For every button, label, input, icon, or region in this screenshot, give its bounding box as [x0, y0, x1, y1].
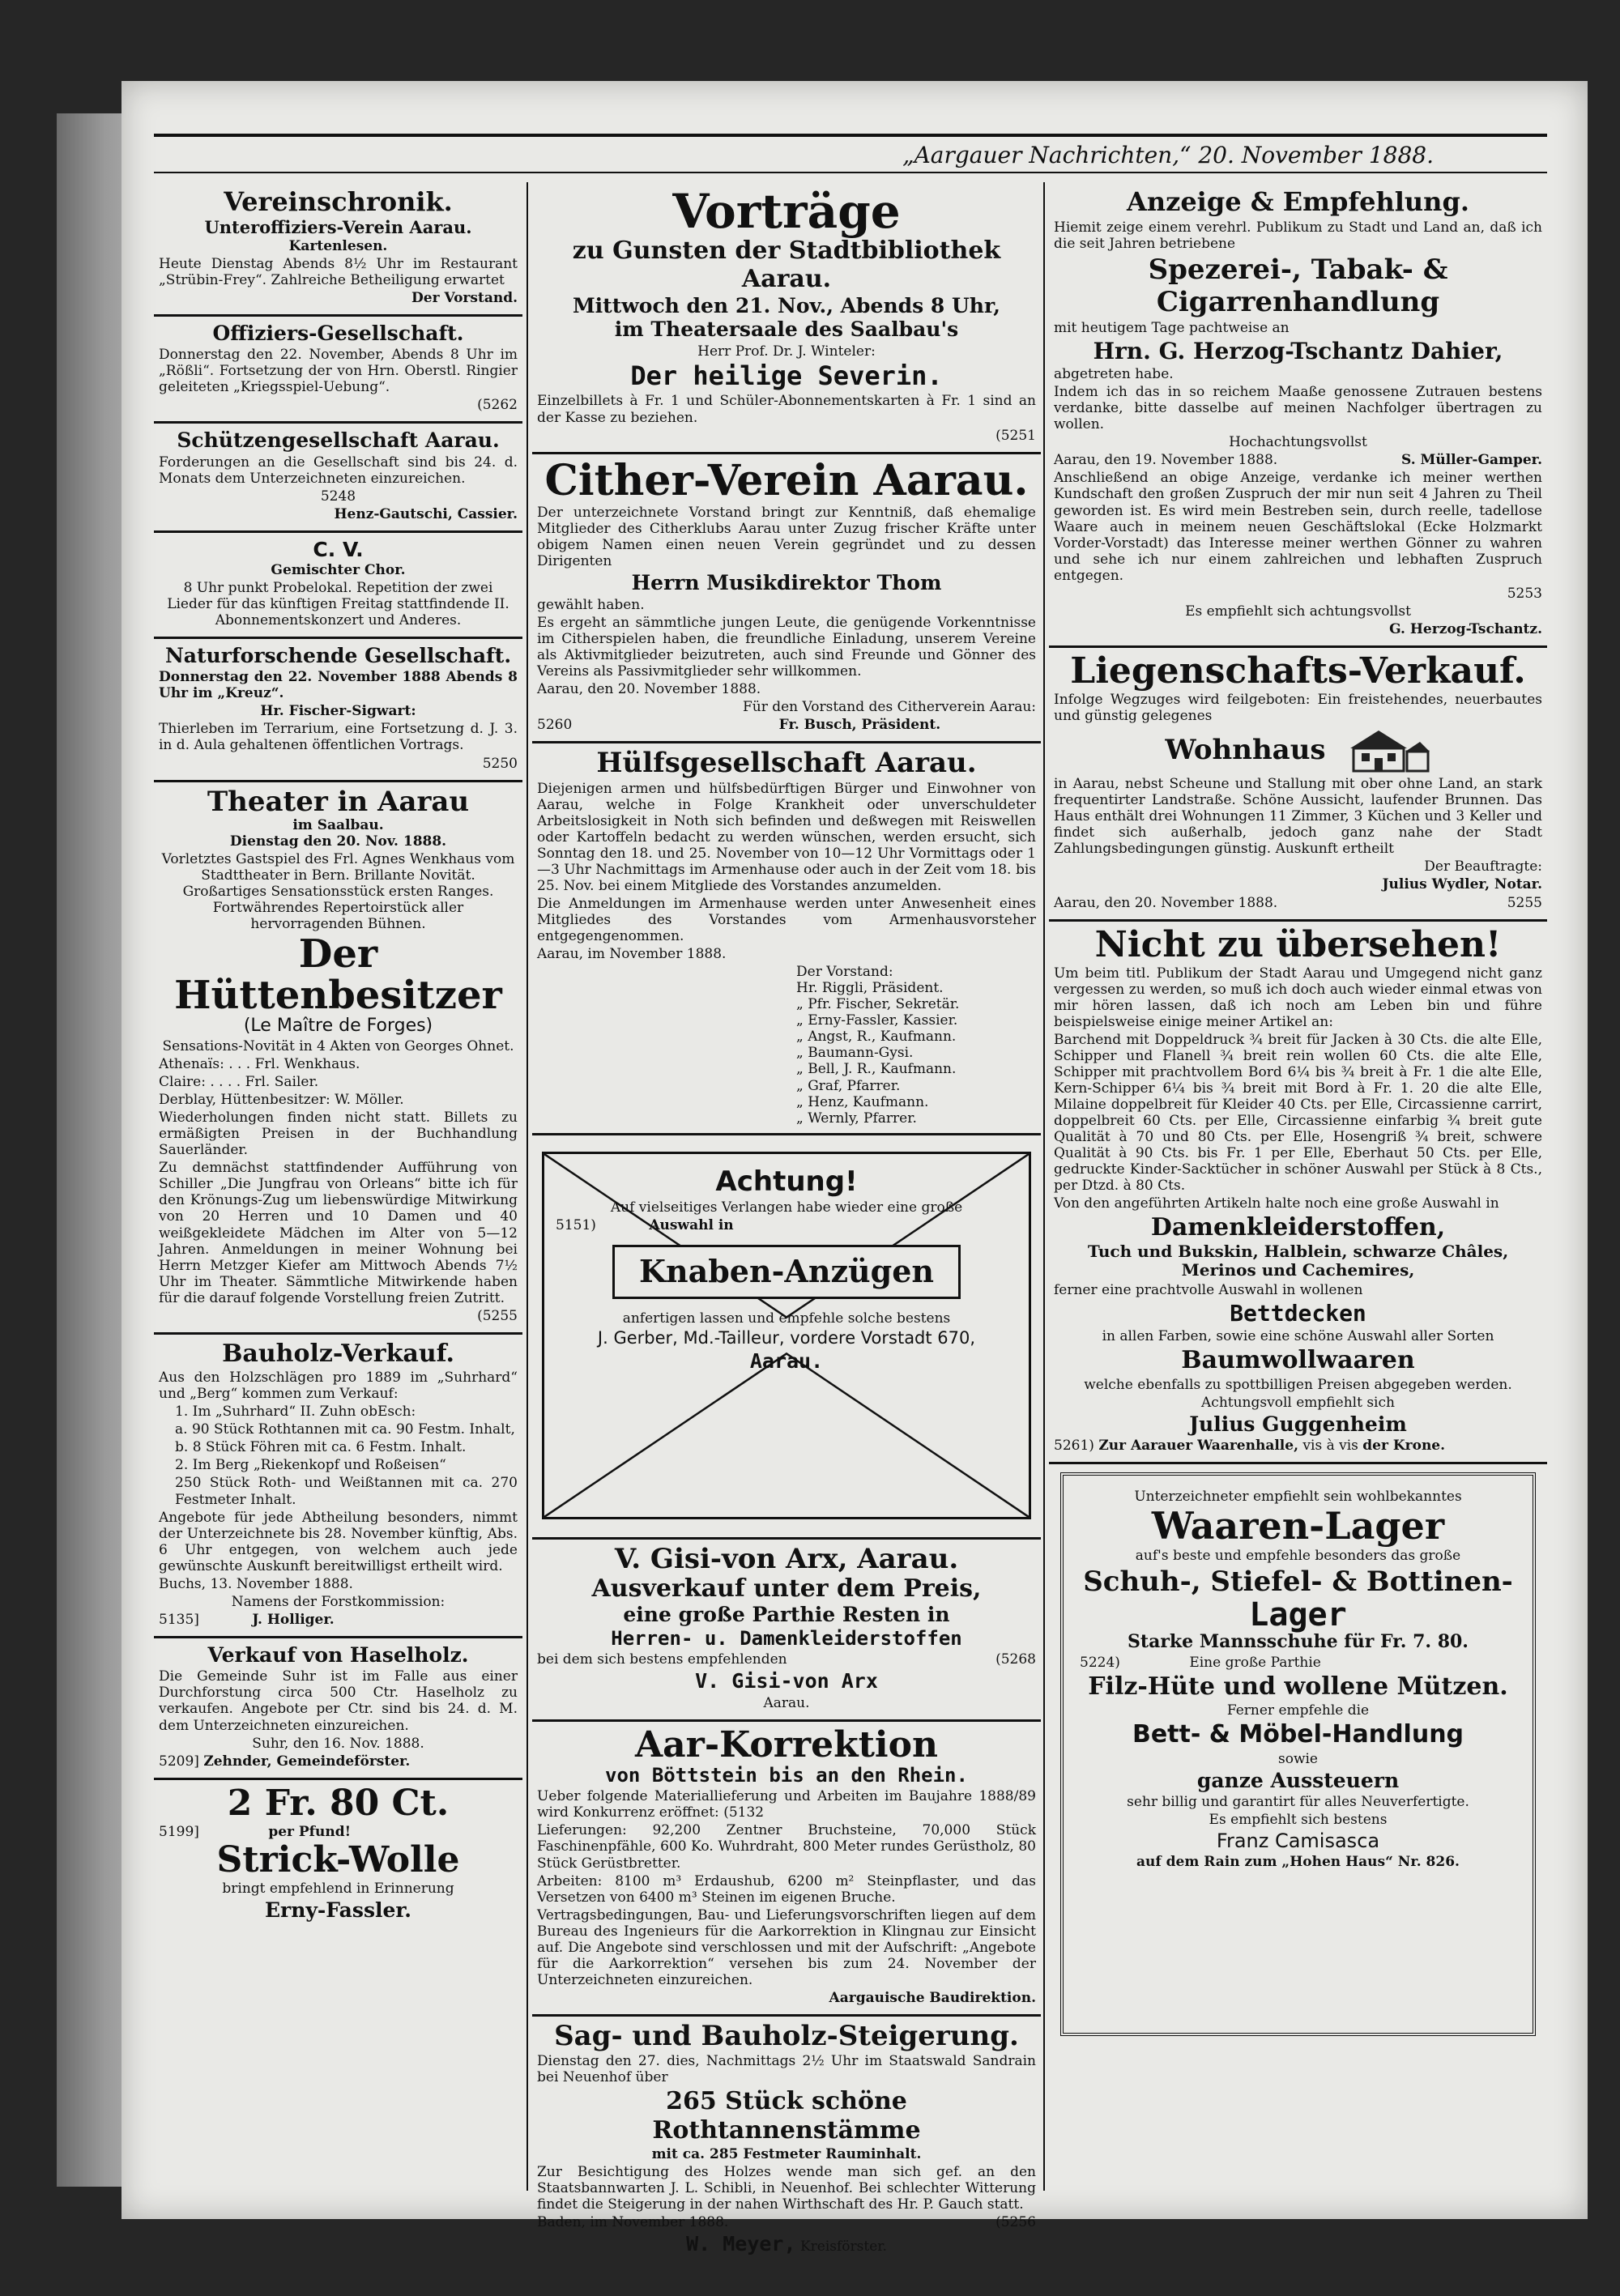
huelf-text2: Die Anmeldungen im Armenhause werden unter Anwesenheit eines Mitgliedes des Vorstandes vom Armenhausvorsteher entgegengenommen.: [537, 895, 1036, 945]
huelf-vorstand: Der Vorstand:: [796, 964, 893, 981]
bauholz-for: Namens der Forstkommission:: [231, 1593, 446, 1610]
anzeige-text: Hiemit zeige einem verehrl. Publikum zu Stadt und Land an, daß ich die seit Jahren betriebene: [1054, 219, 1542, 252]
cither-for: Für den Vorstand des Citherverein Aarau:: [742, 699, 1036, 716]
house-icon: [1342, 726, 1431, 774]
cv-ad: [154, 533, 522, 639]
bauholz-date: Buchs, 13. November 1888.: [159, 1575, 353, 1592]
theater-play-fr: (Le Maître de Forges): [243, 1016, 433, 1037]
achtung-text2: Auswahl in: [649, 1216, 734, 1233]
sag-ad: [532, 2017, 1041, 2263]
cither-text2: gewählt haben.: [537, 596, 645, 613]
offiz-text: Donnerstag den 22. November, Abends 8 Uhr im „Rößli“. Fortsetzung der von Hrn. Oberstl. Ringier geleiteten „Kriegsspiel-Uebung“.: [159, 347, 518, 396]
gisi-title: V. Gisi-von Arx, Aarau.: [614, 1542, 959, 1575]
waaren-title: Waaren-Lager: [1151, 1504, 1445, 1548]
hasel-sign: Zehnder, Gemeindeförster.: [203, 1753, 411, 1770]
theater-cast1: Athenaïs: . . . Frl. Wenkhaus.: [159, 1056, 360, 1073]
theater-ad: [154, 782, 522, 1335]
theater-no: (5255: [477, 1307, 518, 1324]
waaren-sub5: ganze Aussteuern: [1196, 1768, 1400, 1792]
waaren-text2: Starke Mannsschuhe für Fr. 7. 80.: [1128, 1630, 1469, 1652]
gisi-sub2: eine große Parthie Resten in: [623, 1603, 950, 1627]
anzeige-greet2: Es empfiehlt sich achtungsvollst: [1185, 603, 1411, 620]
wolle-title: Strick-Wolle: [216, 1838, 460, 1881]
achtung-ad: [532, 1135, 1041, 1540]
huelf-ad: [532, 743, 1041, 1135]
cither-title: Cither-Verein Aarau.: [544, 455, 1029, 505]
bauholz-l5: 250 Stück Roth- und Weißtannen mit ca. 270 Festmeter Inhalt.: [175, 1475, 518, 1508]
waaren-text5: sowie: [1277, 1750, 1318, 1767]
cither-text3: Es ergeht an sämmtliche jungen Leute, die genügende Vorkenntnisse im Citherspielen haben, die freundliche Einladung, unserem Vereine als Aktivmitglieder beizutreten, auch sind Freunde und Gönner des Vereins als Passivmitglieder sehr willkommen.: [537, 614, 1036, 680]
waaren-sub3: Filz-Hüte und wollene Mützen.: [1088, 1672, 1508, 1701]
column-rule-2: [1043, 182, 1045, 2191]
theater-date: Dienstag den 20. Nov. 1888.: [229, 833, 447, 850]
huelf-member: „ Bell, J. R., Kaufmann.: [796, 1061, 957, 1078]
sag-date: Baden, im November 1888.: [537, 2214, 729, 2231]
huelf-member: „ Wernly, Pfarrer.: [796, 1110, 917, 1127]
wolle-no: 5199]: [159, 1823, 199, 1840]
sag-no: (5256: [995, 2214, 1036, 2231]
schuetzen-title: Schützengesellschaft Aarau.: [177, 428, 500, 453]
sag-sub2: mit ca. 285 Festmeter Rauminhalt.: [651, 2146, 922, 2163]
bauholz-l4: 2. Im Berg „Riekenkopf und Roßeisen“: [175, 1457, 446, 1474]
hasel-text: Die Gemeinde Suhr ist im Falle aus einer Durchforstung circa 500 Ctr. Haselholz zu verkaufen. Angebote per Ctr. sind bis 24. d. M. dem Unterzeichneten einzureichen.: [159, 1668, 518, 1734]
cither-no: 5260: [537, 717, 573, 734]
sag-sign: W. Meyer,: [686, 2232, 796, 2256]
cither-date: Aarau, den 20. November 1888.: [537, 681, 761, 698]
aar-no: (5132: [723, 1804, 765, 1821]
liegen-date: Aarau, den 20. November 1888.: [1054, 894, 1278, 911]
natur-ad: [154, 639, 522, 782]
nicht-sign: Julius Guggenheim: [1189, 1412, 1407, 1436]
hasel-date: Suhr, den 16. Nov. 1888.: [252, 1735, 424, 1752]
liegen-text2: in Aarau, nebst Scheune und Stallung mit ober ohne Land, an stark frequentirter Landstraße. Schöne Aussicht, laufender Brunnen. Das Haus enthält drei Wohnungen 11 Zimmer, 3 Küchen und 3 Keller und findet sich außerhalb, jedoch ganz nahe der Stadt Zahlungsbedingungen günstig. Auskunft ertheilt: [1054, 776, 1542, 858]
natur-speaker: Hr. Fischer-Sigwart:: [260, 703, 416, 720]
vereinschronik-title: Vereinschronik.: [224, 186, 453, 217]
anzeige-text3: abgetreten habe.: [1054, 366, 1174, 383]
achtung-product-box: [612, 1245, 961, 1299]
envelope-content: [556, 1165, 1017, 1374]
bauholz-title: Bauholz-Verkauf.: [222, 1339, 454, 1368]
sag-title: Sag- und Bauholz-Steigerung.: [554, 2019, 1019, 2052]
header-title: „Aargauer Nachrichten,“ 20. November 1888.: [902, 142, 1434, 168]
anzeige-title: Anzeige & Empfehlung.: [1127, 186, 1469, 217]
achtung-product: Knaben-Anzügen: [638, 1252, 935, 1289]
vortraege-text: Einzelbillets à Fr. 1 und Schüler-Abonnementskarten à Fr. 1 sind an der Kasse zu beziehen.: [537, 393, 1036, 426]
natur-no: 5250: [482, 755, 518, 772]
cv-text: 8 Uhr punkt Probelokal. Repetition der zwei Lieder für das künftigen Freitag stattfindende II. Abonnementskonzert und Anderes.: [167, 579, 509, 628]
schuetzen-no: 5248: [320, 488, 356, 505]
nicht-sub4: Baumwollwaaren: [1181, 1346, 1415, 1375]
cv-title: C. V.: [313, 538, 364, 562]
achtung-no: 5151): [556, 1216, 596, 1233]
waaren-frame: [1060, 1472, 1536, 2036]
theater-text2: Sensations-Novität in 4 Akten von Georges Ohnet.: [162, 1038, 514, 1054]
huelf-member: Hr. Riggli, Präsident.: [796, 980, 944, 997]
nicht-text4: in allen Farben, sowie eine schöne Auswahl aller Sorten: [1102, 1328, 1494, 1345]
vortraege-by: Herr Prof. Dr. J. Winteler:: [697, 343, 876, 360]
sag-role: Kreisförster.: [799, 2238, 887, 2256]
gisi-city: Aarau.: [763, 1694, 810, 1711]
theater-cast2: Claire: . . . . Frl. Sailer.: [159, 1074, 319, 1091]
anzeige-text2: mit heutigem Tage pachtweise an: [1054, 320, 1290, 337]
aar-title: Aar-Korrektion: [635, 1723, 938, 1766]
vortraege-ad: [532, 182, 1041, 454]
bauholz-ad: [154, 1335, 522, 1638]
liegen-by: Der Beauftragte:: [1424, 858, 1542, 875]
schuetzen-sign: Henz-Gautschi, Cassier.: [334, 506, 518, 523]
unteroff-title: Unteroffiziers-Verein Aarau.: [204, 216, 472, 237]
vortraege-date: Mittwoch den 21. Nov., Abends 8 Uhr,: [572, 293, 1001, 317]
vortraege-title: Vorträge: [672, 184, 901, 239]
offiziers-ad: [154, 317, 522, 424]
theater-text: Vorletztes Gastspiel des Frl. Agnes Wenkhaus vom Stadttheater in Bern. Brillante Novität. Großartiges Sensationsstück ersten Ranges. Fortwährendes Repertoirstück aller hervorragenden Bühnen.: [161, 851, 515, 933]
sag-sub: 265 Stück schöne Rothtannenstämme: [652, 2087, 921, 2145]
offiz-title: Offiziers-Gesellschaft.: [212, 321, 464, 345]
wolle-ad: [154, 1780, 522, 1929]
offiz-no: (5262: [477, 397, 518, 414]
waaren-no: 5224): [1080, 1654, 1120, 1671]
aar-arb: Arbeiten: 8100 m³ Erdaushub, 6200 m² Steinpflaster, und das Versetzen von 6400 m³ Steinen im eigenen Bruche.: [537, 1872, 1036, 1906]
waaren-sign: Franz Camisasca: [1216, 1830, 1380, 1853]
achtung-text3: anfertigen lassen und empfehle solche bestens: [622, 1310, 951, 1327]
nicht-title: Nicht zu übersehen!: [1094, 923, 1502, 965]
gisi-text: bei dem sich bestens empfehlenden: [537, 1651, 787, 1668]
nicht-text2: Von den angeführten Artikeln halte noch eine große Auswahl in: [1054, 1195, 1499, 1212]
bauholz-no: 5135]: [159, 1611, 199, 1628]
anzeige-date: Aarau, den 19. November 1888.: [1054, 452, 1278, 469]
huelf-member: „ Henz, Kaufmann.: [796, 1093, 929, 1110]
aar-text: Ueber folgende Materiallieferung und Arbeiten im Baujahre 1888/89 wird Konkurrenz eröffnet:: [537, 1788, 1036, 1821]
theater-cast3: Derblay, Hüttenbesitzer: W. Möller.: [159, 1092, 404, 1109]
vortraege-sub: zu Gunsten der Stadtbibliothek Aarau.: [572, 236, 1001, 294]
gisi-ad: [532, 1540, 1041, 1722]
liegen-no: 5255: [1507, 894, 1542, 911]
gisi-sub3: Herren- u. Damenkleiderstoffen: [611, 1626, 962, 1650]
huelf-title: Hülfsgesellschaft Aarau.: [596, 747, 977, 780]
huelf-date: Aarau, im November 1888.: [537, 946, 727, 963]
nicht-ad: [1049, 922, 1547, 1465]
achtung-city: Aarau.: [749, 1349, 824, 1374]
anzeige-greet: Hochachtungsvollst: [1229, 434, 1367, 451]
huelf-member: „ Graf, Pfarrer.: [796, 1077, 901, 1094]
anzeige-sign2: G. Herzog-Tschantz.: [1389, 620, 1542, 637]
bauholz-text: Aus den Holzschlägen pro 1889 im „Suhrhard“ und „Berg“ kommen zum Verkauf:: [159, 1370, 518, 1403]
hasel-ad: [154, 1638, 522, 1780]
waaren-greet: Es empfiehlt sich bestens: [1209, 1812, 1388, 1829]
nicht-sub2: Tuch und Bukskin, Halblein, schwarze Châles, Merinos und Cachemires,: [1087, 1241, 1509, 1280]
vortraege-no: (5251: [995, 427, 1036, 444]
natur-title: Naturforschende Gesellschaft.: [164, 643, 512, 667]
cither-text: Der unterzeichnete Vorstand bringt zur Kenntniß, daß ehemalige Mitglieder des Citherklubs Aarau unter Zuzug frischer Kräfte unter obigem Namen einen neuen Verein gegründet und zu dessen Dirigenten: [537, 505, 1036, 570]
achtung-sign: J. Gerber, Md.-Tailleur, vordere Vorstadt 670,: [597, 1327, 976, 1348]
liegen-text: Infolge Wegzuges wird feilgeboten: Ein freistehendes, neuerbautes und günstig gelegenes: [1054, 692, 1542, 725]
bauholz-text2: Angebote für jede Abtheilung besonders, nimmt der Unterzeichnete bis 28. November künftig, Abs. 6 Uhr entgegen, von welchem auch jede gewünschte Auskunft bereitwilligst ertheilt wird.: [159, 1509, 518, 1574]
waaren-text3: Eine große Parthie: [1189, 1654, 1321, 1671]
nicht-text3: ferner eine prachtvolle Auswahl in wollenen: [1054, 1282, 1363, 1299]
anzeige-text5: Anschließend an obige Anzeige, verdanke ich meiner werthen Kundschaft den großen Zuspruch der mir nun seit 4 Jahren zu Theil geworden ist. Es wird mein Bestreben sein, durch reelle, tadellose Waare auch in meinem neuen Geschäftslokal (Ecke Holzmarkt Vorder-Vorstadt) das Interesse meiner werthen Gönner zu wahren und sehe ich nur einem zahlreichen und lebhaften Zuspruch entgegen.: [1054, 470, 1542, 584]
wolle-price: 2 Fr. 80 Ct.: [227, 1782, 450, 1824]
nicht-no: 5261): [1054, 1438, 1094, 1455]
natur-text2: Thierleben im Terrarium, eine Fortsetzung d. J. 3. in d. Aula gehaltenen öffentlichen Vortrags.: [159, 721, 518, 754]
aar-sign: Aargauische Baudirektion.: [829, 1989, 1036, 2006]
waaren-sub2: Lager: [1249, 1595, 1347, 1634]
waaren-sub: Schuh-, Stiefel- & Bottinen-: [1083, 1565, 1513, 1598]
huelf-member: „ Pfr. Fischer, Sekretär.: [796, 996, 960, 1013]
gisi-no: (5268: [995, 1651, 1036, 1668]
huelf-member: „ Baumann-Gysi.: [796, 1045, 914, 1062]
theater-play: Der Hüttenbesitzer: [174, 931, 502, 1018]
nicht-text5: welche ebenfalls zu spottbilligen Preisen abgegeben werden.: [1084, 1376, 1512, 1393]
theater-title: Theater in Aarau: [207, 785, 470, 818]
envelope-box: [542, 1152, 1031, 1519]
nicht-shop3: der Krone.: [1362, 1438, 1446, 1455]
anzeige-ad: [1049, 182, 1547, 648]
natur-text: Donnerstag den 22. November 1888 Abends 8 Uhr im „Kreuz“.: [159, 669, 518, 702]
aar-text2: Vertragsbedingungen, Bau- und Lieferungsvorschriften liegen auf dem Bureau des Ingenieurs für die Aarkorrektion in Klingnau zur Einsicht auf. Die Angebote sind verschlossen und mit der Aufschrift: „Angebote für die Aarkorrektion“ versehen bis zum 24. November der Unterzeichneten einzureichen.: [537, 1906, 1036, 1988]
anzeige-sign: S. Müller-Gamper.: [1401, 452, 1542, 469]
waaren-intro: Unterzeichneter empfiehlt sein wohlbekanntes: [1134, 1489, 1462, 1506]
nicht-shop: Zur Aarauer Waarenhalle,: [1098, 1438, 1298, 1455]
hasel-no: 5209]: [159, 1753, 199, 1770]
huelf-member: „ Angst, R., Kaufmann.: [796, 1029, 957, 1046]
anzeige-text4: Indem ich das in so reichem Maaße genossene Zutrauen bestens verdanke, bitte dasselbe auf meinen Nachfolger übertragen zu wollen.: [1054, 384, 1542, 433]
vortraege-place: im Theatersaale des Saalbau's: [614, 317, 959, 342]
nicht-sub3: Bettdecken: [1230, 1300, 1366, 1327]
theater-text3: Wiederholungen finden nicht statt. Billets zu ermäßigten Preisen in der Buchhandlung Sauerländer.: [159, 1110, 518, 1159]
unteroff-sign: Der Vorstand.: [411, 289, 518, 306]
vereinschronik: [154, 182, 522, 317]
nicht-shop2: vis à vis: [1302, 1438, 1358, 1455]
wolle-sign: Erny-Fassler.: [264, 1898, 412, 1923]
gisi-sign: V. Gisi-von Arx: [695, 1669, 878, 1693]
waaren-sub4: Bett- & Möbel-Handlung: [1132, 1720, 1464, 1749]
wolle-per: per Pfund!: [268, 1823, 352, 1840]
nicht-sub1: Damenkleiderstoffen,: [1150, 1213, 1446, 1242]
waaren-text6: sehr billig und garantirt für alles Neuverfertigte.: [1127, 1794, 1469, 1811]
nicht-text: Um beim titl. Publikum der Stadt Aarau und Umgegend nicht ganz vergessen zu werden, so muß ich doch auch wieder einmal etwas von mir hören lassen, daß ich noch am Leben bin und führe beispielsweise einige meiner Artikel an:: [1054, 965, 1542, 1030]
cither-person: Herrn Musikdirektor Thom: [631, 571, 942, 595]
bauholz-l1: 1. Im „Suhrhard“ II. Zuhn obEsch:: [175, 1404, 416, 1421]
anzeige-shop: Spezerei-, Tabak- & Cigarrenhandlung: [1148, 253, 1448, 318]
achtung-text: Auf vielseitiges Verlangen habe wieder eine große: [610, 1199, 963, 1216]
unteroff-text: Heute Dienstag Abends 8½ Uhr im Restaurant „Strübin-Frey“. Zahlreiche Betheiligung erwartet: [159, 255, 518, 288]
cither-ad: [532, 454, 1041, 744]
cither-sign: Fr. Busch, Präsident.: [778, 717, 941, 734]
liegen-ad: [1049, 648, 1547, 922]
sag-text: Dienstag den 27. dies, Nachmittags 2½ Uhr im Staatswald Sandrain bei Neuenhof über: [537, 2053, 1036, 2086]
gisi-sub: Ausverkauf unter dem Preis,: [591, 1574, 982, 1604]
page-header: [154, 134, 1547, 173]
achtung-title: Achtung!: [707, 1165, 865, 1198]
bauholz-l3: b. 8 Stück Föhren mit ca. 6 Festm. Inhalt.: [175, 1439, 467, 1456]
hasel-title: Verkauf von Haselholz.: [207, 1642, 469, 1667]
nicht-items: Barchend mit Doppeldruck ¾ breit für Jacken à 30 Cts. die alte Elle, Schipper und Flanell ¾ breit rein wollen 60 Cts. die alte Elle, Schipper mit prachtvollem Bord 6¼ bis ¾ breit à Fr. 1 die alte Elle, Kern-Schipper 6¼ bis ¾ breit mit Bord à Fr. 1. 20 die alte Elle, Milaine doppelbreit für Kleider 40 Cts. per Elle, Circassienne carrirt, doppelbreit 60 Cts. per Elle, Circassienne einfarbig ¾ breit gute Qualität à 70 und 80 Cts. per Elle, Hosengriß ¾ breit, schwere Qualität à 90 Cts. bis Fr. 1 per Elle, Eberhaut 50 Cts. per Elle, gedruckte Kinder-Sacktücher in schöner Auswahl per Stück à 8 Cts., per Dtzd. à 80 Cts.: [1054, 1031, 1542, 1195]
bauholz-l2: a. 90 Stück Rothtannen mit ca. 90 Festm. Inhalt,: [175, 1421, 515, 1438]
unteroff-sub: Kartenlesen.: [288, 237, 388, 254]
schuetzen-ad: [154, 424, 522, 533]
nicht-greet: Achtungsvoll empfiehlt sich: [1201, 1394, 1395, 1411]
waaren-text4: Ferner empfehle die: [1226, 1702, 1370, 1719]
anzeige-no: 5253: [1507, 585, 1542, 602]
column-rule-1: [526, 182, 528, 2191]
waaren-addr: auf dem Rain zum „Hohen Haus“ Nr. 826.: [1136, 1854, 1460, 1871]
theater-text4: Zu demnächst stattfindender Aufführung von Schiller „Die Jungfrau von Orleans“ bitte ich für den Krönungs-Zug um liebenswürdige Mitwirkung von 20 Herren und 10 Damen und 40 weißgekleidete Mädchen im Alter von 5—12 Jahren. Anmeldungen in meiner Wohnung bei Herrn Metzger Kiefer am Mittwoch Abends 7½ Uhr im Theater. Sämmtliche Mitwirkende haben für die darauf folgende Vorstellung freien Zutritt.: [159, 1160, 518, 1306]
aar-ad: [532, 1722, 1041, 2017]
huelf-text: Diejenigen armen und hülfsbedürftigen Bürger und Einwohner von Aarau, welche in Folge Krankheit oder unverschuldeter Arbeitslosigkeit in Noth sich befinden und deßwegen mit Reiswellen oder Kartoffeln bedacht zu werden wünschen, werden ersucht, sich Sonntag den 18. und 25. November von 10—12 Uhr Vormittags oder 1—3 Uhr Nachmittags im Armenhause oder auch in der Zeit vom 18. bis 25. Nov. bei einem Mitgliede des Vorstandes anzumelden.: [537, 780, 1036, 894]
theater-sub: im Saalbau.: [292, 816, 384, 833]
sag-text2: Zur Besichtigung des Holzes wende man sich gef. an den Staatsbannwarten J. L. Schibli, in Neuenhof. Bei schlechter Witterung findet die Steigerung in der nahen Wirthschaft des Hr. P. Gauch statt.: [537, 2164, 1036, 2213]
waaren-text: auf's beste und empfehle besonders das große: [1135, 1547, 1461, 1564]
huelf-member: „ Erny-Fassler, Kassier.: [796, 1012, 958, 1029]
bauholz-sign: J. Holliger.: [252, 1611, 335, 1628]
schuetzen-text: Forderungen an die Gesellschaft sind bis 24. d. Monats dem Unterzeichneten einzureichen.: [159, 454, 518, 487]
aar-lief: Lieferungen: 92,200 Zentner Bruchsteine, 70,000 Stück Faschinenpfähle, 600 Ko. Wuhrdraht, 800 Meter rundes Gerüstholz, 80 Stück Gerüstbretter.: [537, 1822, 1036, 1872]
cv-sub: Gemischter Chor.: [271, 561, 406, 578]
huelf-members: [796, 964, 1036, 1126]
liegen-sign: Julius Wydler, Notar.: [1382, 876, 1542, 893]
wolle-text: bringt empfehlend in Erinnerung: [222, 1881, 454, 1898]
anzeige-person: Hrn. G. Herzog-Tschantz Dahier,: [1093, 338, 1503, 365]
liegen-sub: Wohnhaus: [1165, 734, 1326, 767]
column-2: [532, 182, 1041, 2256]
column-1: [154, 182, 522, 2191]
column-3: [1049, 182, 1547, 2191]
liegen-title: Liegenschafts-Verkauf.: [1070, 650, 1526, 692]
vortraege-topic: Der heilige Severin.: [630, 360, 943, 391]
aar-sub: von Böttstein bis an den Rhein.: [605, 1764, 968, 1787]
